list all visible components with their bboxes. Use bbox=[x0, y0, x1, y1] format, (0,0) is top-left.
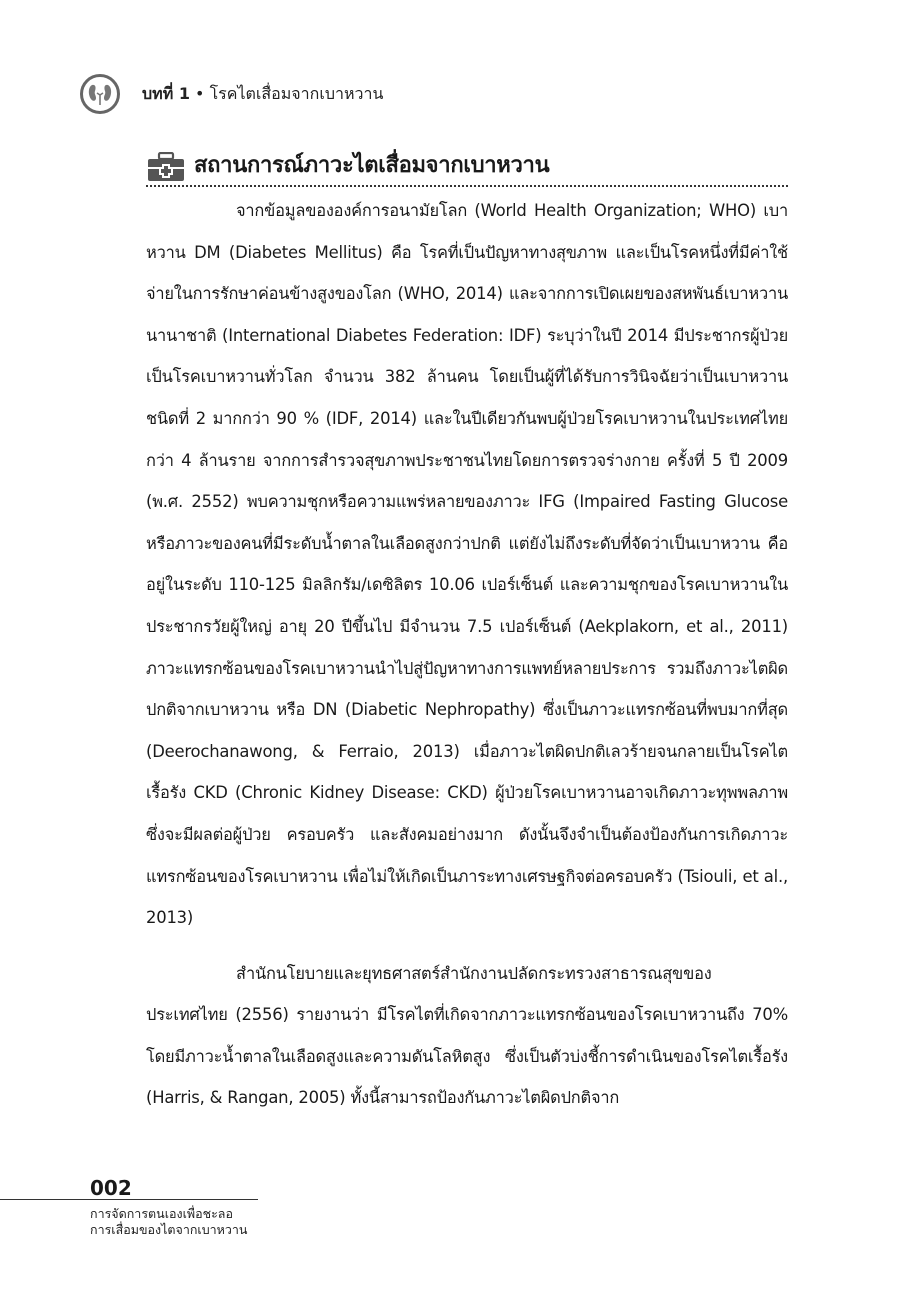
page-footer bbox=[90, 1176, 258, 1238]
kidney-icon bbox=[80, 74, 120, 114]
section-header bbox=[146, 148, 788, 187]
body-text bbox=[146, 190, 788, 1119]
paragraph-1: จากข้อมูลขององค์การอนามัยโลก (World Health Organization; WHO) เบาหวาน DM (Diabetes Mellitus) คือ โรคที่เป็นปัญหาทางสุขภาพ และเป็นโรคหนึ่งที่มีค่าใช้จ่ายในการรักษาค่อนข้างสูงของโลก (WHO, 2014) และจากการเปิดเผยของสหพันธ์เบาหวานนานาชาติ (International Diabetes Federation: IDF) ระบุว่าในปี 2014 มีประชากรผู้ป่วยเป็นโรคเบาหวานทั่วโลก จำนวน 382 ล้านคน โดยเป็นผู้ที่ได้รับการวินิจฉัยว่าเป็นเบาหวานชนิดที่ 2 มากกว่า 90 % (IDF, 2014) และในปีเดียวกันพบผู้ป่วยโรคเบาหวานในประเทศไทยกว่า 4 ล้านราย จากการสำรวจสุขภาพประชาชนไทยโดยการตรวจร่างกาย ครั้งที่ 5 ปี 2009 (พ.ศ. 2552) พบความชุกหรือความแพร่หลายของภาวะ IFG (Impaired Fasting Glucose หรือภาวะของคนที่มีระดับน้ำตาลในเลือดสูงกว่าปกติ แต่ยังไม่ถึงระดับที่จัดว่าเป็นเบาหวาน คือ อยู่ในระดับ 110-125 มิลลิกรัม/เดซิลิตร 10.06 เปอร์เซ็นต์ และความชุกของโรคเบาหวานในประชากรวัยผู้ใหญ่ อายุ 20 ปีขึ้นไป มีจำนวน 7.5 เปอร์เซ็นต์ (Aekplakorn, et al., 2011) ภาวะแทรกซ้อนของโรคเบาหวานนำไปสู่ปัญหาทางการแพทย์หลายประการ รวมถึงภาวะไตผิดปกติจากเบาหวาน หรือ DN (Diabetic Nephropathy) ซึ่งเป็นภาวะแทรกซ้อนที่พบมากที่สุด (Deerochanawong, & Ferraio, 2013) เมื่อภาวะไตผิดปกติเลวร้ายจนกลายเป็นโรคไตเรื้อรัง CKD (Chronic Kidney Disease: CKD) ผู้ป่วยโรคเบาหวานอาจเกิดภาวะทุพพลภาพ ซึ่งจะมีผลต่อผู้ป่วย ครอบครัว และสังคมอย่างมาก ดังนั้นจึงจำเป็นต้องป้องกันการเกิดภาวะแทรกซ้อนของโรคเบาหวาน เพื่อไม่ให้เกิดเป็นภาระทางเศรษฐกิจต่อครอบครัว (Tsiouli, et al., 2013) bbox=[146, 201, 788, 928]
book-title-line-2: การเสื่อมของไตจากเบาหวาน bbox=[90, 1222, 248, 1237]
header-bullet: • bbox=[195, 83, 205, 103]
chapter-heading bbox=[142, 82, 383, 107]
chapter-number: บทที่ 1 bbox=[142, 83, 190, 103]
page-number: 002 bbox=[90, 1176, 132, 1200]
paragraph-2: สำนักนโยบายและยุทธศาสตร์สำนักงานปลัดกระทรวงสาธารณสุขของประเทศไทย (2556) รายงานว่า มีโรคไตที่เกิดจากภาวะแทรกซ้อนของโรคเบาหวานถึง 70% โดยมีภาวะน้ำตาลในเลือดสูงและความดันโลหิตสูง ซึ่งเป็นตัวบ่งชี้การดำเนินของโรคไตเรื้อรัง (Harris, & Rangan, 2005) ทั้งนี้สามารถป้องกันภาวะไตผิดปกติจาก bbox=[146, 963, 788, 1108]
running-header bbox=[80, 72, 383, 116]
chapter-title: โรคไตเสื่อมจากเบาหวาน bbox=[209, 83, 384, 103]
section-title: สถานการณ์ภาวะไตเสื่อมจากเบาหวาน bbox=[194, 153, 550, 178]
book-title bbox=[90, 1206, 258, 1238]
medical-kit-icon bbox=[146, 152, 186, 182]
book-title-line-1: การจัดการตนเองเพื่อชะลอ bbox=[90, 1206, 233, 1221]
footer-divider bbox=[0, 1199, 258, 1200]
